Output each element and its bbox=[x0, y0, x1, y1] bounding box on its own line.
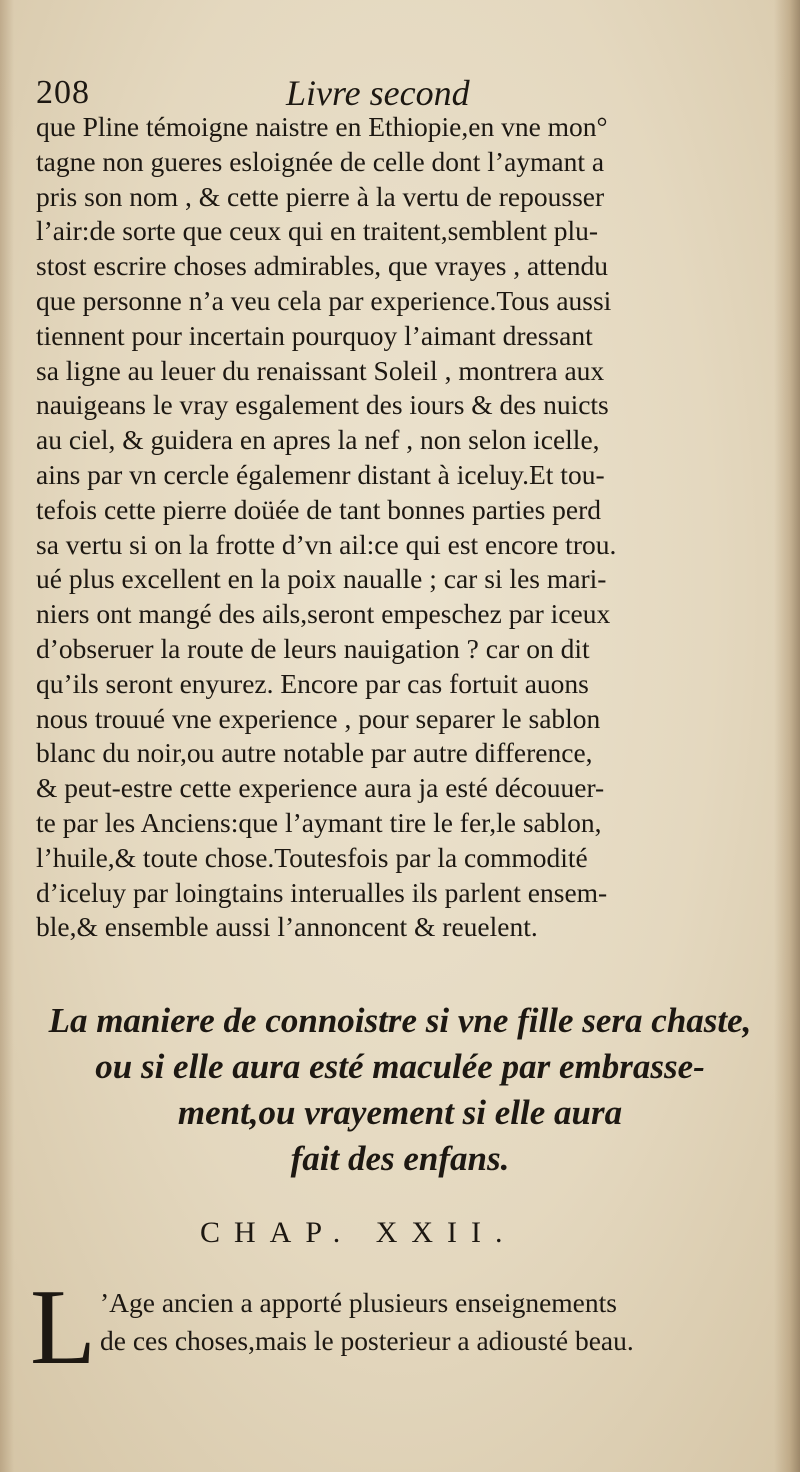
text-line: tagne non gueres esloignée de celle dont l’aymant a bbox=[36, 145, 605, 177]
chapter-opening-text bbox=[100, 1284, 760, 1360]
page-gutter-shadow bbox=[0, 0, 14, 1472]
text-line: l’huile,& toute chose.Toutesfois par la commodité bbox=[36, 841, 588, 873]
page-number: 208 bbox=[36, 74, 90, 111]
running-title: Livre second bbox=[286, 73, 470, 113]
heading-line: La maniere de connoistre si vne fille sera chaste, bbox=[48, 1001, 752, 1040]
text-line: d’iceluy par loingtains interualles ils parlent ensem- bbox=[36, 876, 608, 908]
drop-cap: L bbox=[30, 1268, 96, 1387]
page-edge-shadow bbox=[774, 0, 800, 1472]
heading-line: ment,ou vrayement si elle aura bbox=[177, 1093, 623, 1132]
text-line: que personne n’a veu cela par experience.Tous aussi bbox=[36, 284, 612, 316]
text-line: ble,& ensemble aussi l’annoncent & reuelent. bbox=[36, 911, 538, 943]
heading-line: ou si elle aura esté maculée par embrasse- bbox=[95, 1047, 705, 1086]
text-line: tefois cette pierre doüée de tant bonnes parties perd bbox=[36, 493, 602, 525]
text-line: d’obseruer la route de leurs nauigation ? car on dit bbox=[36, 632, 590, 664]
text-line: nauigeans le vray esgalement des iours & des nuicts bbox=[36, 389, 609, 421]
text-line: & peut-estre cette experience aura ja esté découuer- bbox=[36, 772, 605, 804]
chapter-label: CHAP. XXII. bbox=[200, 1216, 517, 1249]
section-heading bbox=[30, 998, 770, 1182]
text-line: niers ont mangé des ails,seront empeschez par iceux bbox=[36, 598, 611, 630]
body-text bbox=[36, 110, 766, 945]
text-line: stost escrire choses admirables, que vrayes , attendu bbox=[36, 250, 608, 282]
text-line: sa ligne au leuer du renaissant Soleil , montrera aux bbox=[36, 354, 605, 386]
text-line: tiennent pour incertain pourquoy l’aimant dressant bbox=[36, 319, 593, 351]
text-line: que Pline témoigne naistre en Ethiopie,en vne mon° bbox=[36, 111, 608, 142]
text-line: de ces choses,mais le posterieur a adiousté beau. bbox=[100, 1325, 634, 1356]
text-line: ains par vn cercle égalemenr distant à iceluy.Et tou- bbox=[36, 458, 605, 490]
text-line: l’air:de sorte que ceux qui en traitent,semblent plu- bbox=[36, 215, 599, 247]
text-line: au ciel, & guidera en apres la nef , non selon icelle, bbox=[36, 424, 600, 456]
heading-line: fait des enfans. bbox=[290, 1139, 510, 1178]
text-line: ué plus excellent en la poix naualle ; car si les mari- bbox=[36, 563, 607, 595]
text-line: ’Age ancien a apporté plusieurs enseignements bbox=[100, 1287, 617, 1318]
text-line: nous trouué vne experience , pour separer le sablon bbox=[36, 702, 601, 734]
text-line: qu’ils seront enyurez. Encore par cas fortuit auons bbox=[36, 667, 589, 699]
text-line: blanc du noir,ou autre notable par autre difference, bbox=[36, 737, 593, 769]
text-line: pris son nom , & cette pierre à la vertu de repousser bbox=[36, 180, 605, 212]
text-line: sa vertu si on la frotte d’vn ail:ce qui est encore trou. bbox=[36, 528, 617, 560]
text-line: te par les Anciens:que l’aymant tire le fer,le sablon, bbox=[36, 806, 602, 838]
